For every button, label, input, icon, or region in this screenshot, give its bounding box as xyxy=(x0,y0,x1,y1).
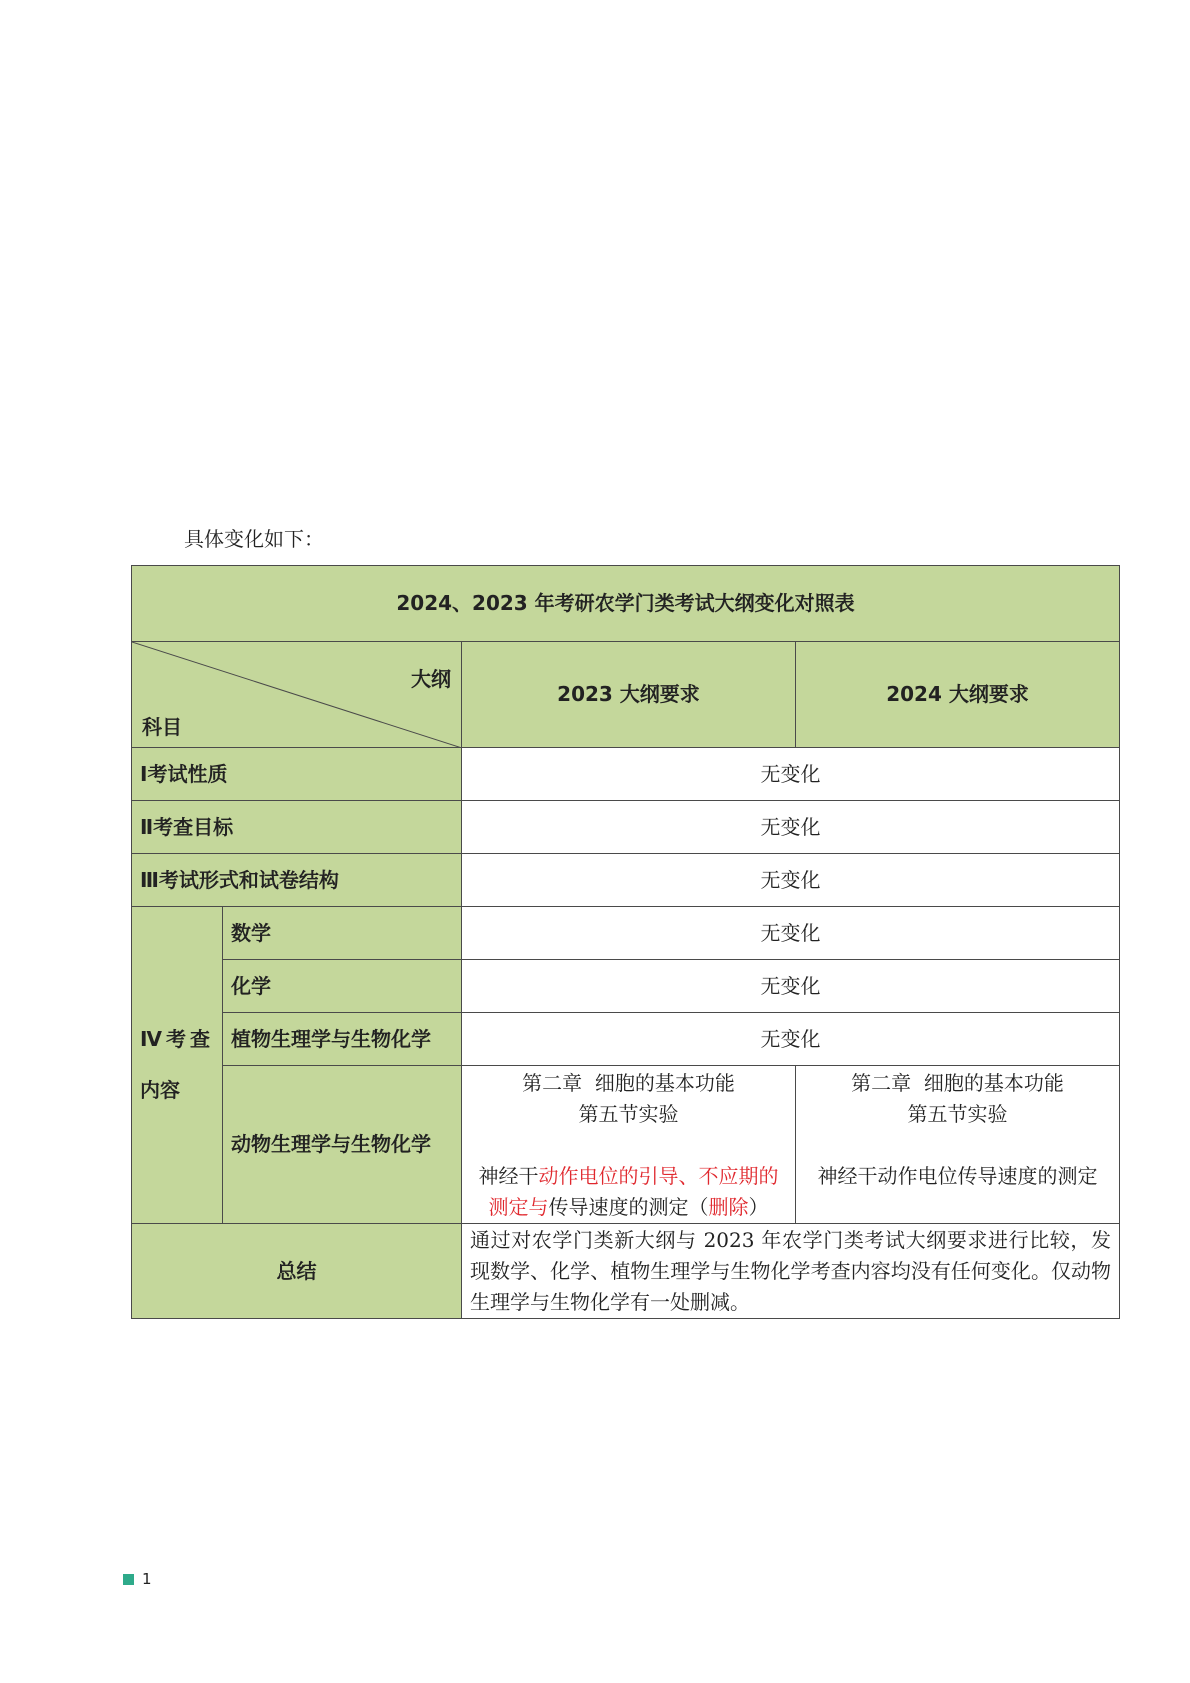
detail-2023-deleted-text: 动作电位的引导、不应期的测定与 xyxy=(488,1164,779,1219)
summary-label: 总结 xyxy=(132,1224,462,1319)
table-row xyxy=(132,748,1120,801)
table-row xyxy=(132,960,1120,1013)
diagonal-header-cell xyxy=(132,642,462,748)
detail-2024: 神经干动作电位传导速度的测定 xyxy=(817,1164,1098,1188)
section4-label-line2: 内容 xyxy=(140,1078,180,1102)
sub-value: 无变化 xyxy=(462,907,1120,960)
chapter-2024: 第二章 细胞的基本功能 xyxy=(851,1071,1064,1095)
sub-subject: 植物生理学与生物化学 xyxy=(223,1013,462,1066)
detail-2023-mid: 传导速度的测定（ xyxy=(548,1195,709,1219)
table-row xyxy=(132,1224,1120,1319)
table-title: 2024、2023 年考研农学门类考试大纲变化对照表 xyxy=(132,566,1120,642)
row-value: 无变化 xyxy=(462,801,1120,854)
sub-value: 无变化 xyxy=(462,1013,1120,1066)
row-subject: Ⅰ考试性质 xyxy=(132,748,462,801)
row-subject: Ⅱ考查目标 xyxy=(132,801,462,854)
sub-subject: 数学 xyxy=(223,907,462,960)
sub-subject: 化学 xyxy=(223,960,462,1013)
row-value: 无变化 xyxy=(462,748,1120,801)
chapter-2023: 第二章 细胞的基本功能 xyxy=(522,1071,735,1095)
animal-2024-cell xyxy=(796,1066,1120,1224)
table-row xyxy=(132,1066,1120,1224)
detail-2023 xyxy=(470,1161,787,1223)
section-2024: 第五节实验 xyxy=(907,1102,1008,1126)
detail-2023-deleted-tag: 删除 xyxy=(708,1195,749,1219)
section4-label-line1: Ⅳ考查 xyxy=(140,1027,214,1051)
sub-value: 无变化 xyxy=(462,960,1120,1013)
detail-2023-pre: 神经干 xyxy=(478,1164,539,1188)
header-outline-label: 大纲 xyxy=(411,667,451,691)
header-subject-label: 科目 xyxy=(142,715,182,739)
detail-2023-post: ） xyxy=(748,1195,769,1219)
table-row xyxy=(132,1013,1120,1066)
row-value: 无变化 xyxy=(462,854,1120,907)
header-2024: 2024 大纲要求 xyxy=(796,642,1120,748)
footer-square-icon xyxy=(123,1574,134,1585)
page-number: 1 xyxy=(142,1570,152,1588)
summary-text: 通过对农学门类新大纲与 2023 年农学门类考试大纲要求进行比较，发现数学、化学、植物生理学与生物化学考查内容均没有任何变化。仅动物生理学与生物化学有一处删减。 xyxy=(462,1224,1120,1319)
sub-subject-animal: 动物生理学与生物化学 xyxy=(223,1066,462,1224)
section-2023: 第五节实验 xyxy=(578,1102,679,1126)
table-row xyxy=(132,801,1120,854)
section4-label xyxy=(132,907,223,1224)
intro-text: 具体变化如下： xyxy=(184,527,324,551)
header-2023: 2023 大纲要求 xyxy=(462,642,796,748)
row-subject: Ⅲ考试形式和试卷结构 xyxy=(132,854,462,907)
table-row xyxy=(132,907,1120,960)
table-row xyxy=(132,854,1120,907)
page-footer xyxy=(123,1570,152,1588)
animal-2023-cell xyxy=(462,1066,796,1224)
comparison-table xyxy=(131,565,1120,1319)
